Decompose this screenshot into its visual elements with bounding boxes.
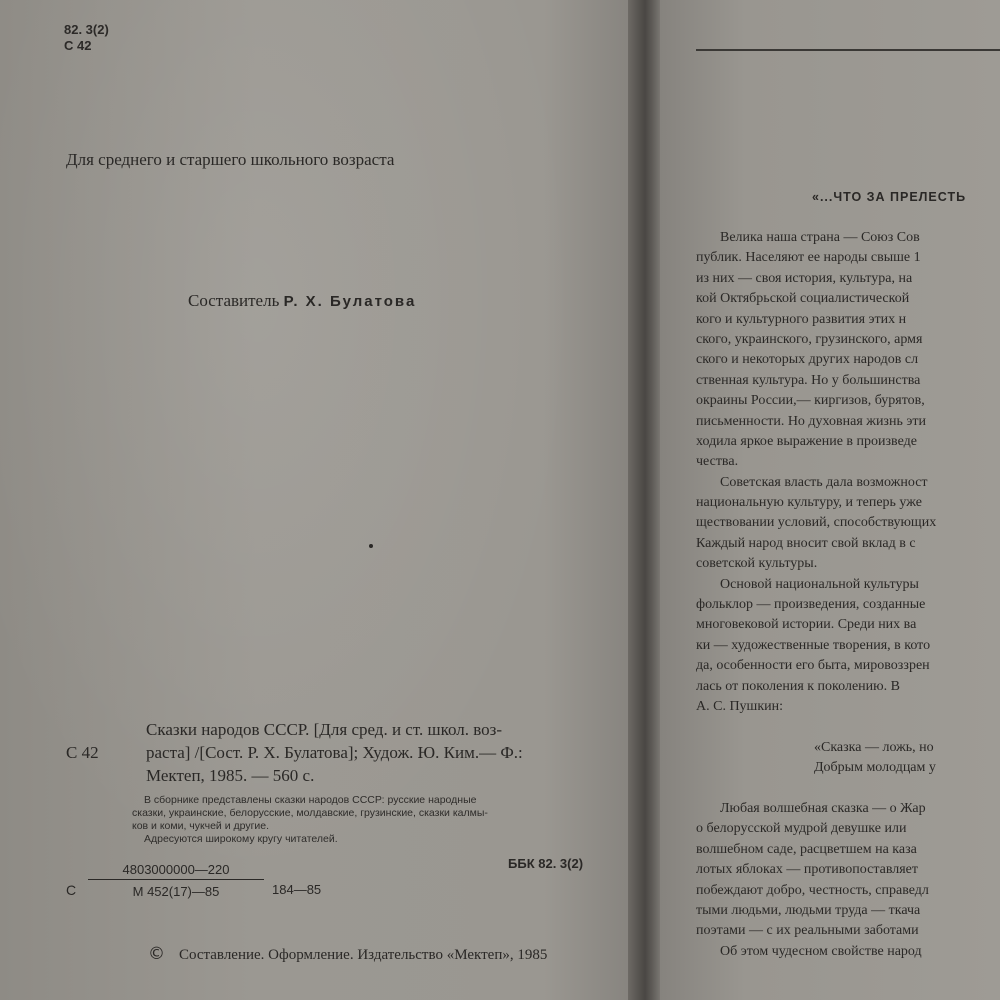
text-line: письменности. Но духовная жизнь эти	[696, 413, 926, 429]
verse-line: Добрым молодцам у	[814, 760, 936, 776]
text-line: ществовании условий, способствующих	[696, 515, 937, 531]
catalog-author-mark: С 42	[66, 743, 99, 762]
text-line: Велика наша страна — Союз Сов	[720, 230, 920, 245]
text-line: Любая волшебная сказка — о Жар	[720, 800, 926, 816]
catalog-line-2: раста] /[Сост. Р. Х. Булатова]; Худож. Ю. Ким.— Ф.:	[146, 743, 523, 762]
index-letter: С	[66, 882, 77, 898]
annotation	[132, 794, 612, 846]
index-numerator: 4803000000—220	[88, 862, 264, 880]
compiler-label: Составитель	[188, 291, 280, 310]
text-line: да, особенности его быта, мировоззрен	[696, 658, 930, 674]
compiler-name: Р. Х. Булатова	[283, 293, 417, 310]
text-line: поэтами — с их реальными заботами	[696, 923, 919, 939]
annotation-line-4: Адресуются широкому кругу читателей.	[144, 833, 338, 845]
annotation-line-2: сказки, украинские, белорусские, молдавские, грузинские, сказки калмы-	[132, 807, 488, 819]
author-mark: С 42	[64, 38, 92, 53]
bbk-code-bottom: ББК 82. 3(2)	[508, 856, 584, 871]
right-page-body	[696, 228, 1000, 962]
text-line: Каждый народ вносит свой вклад в с	[696, 535, 916, 551]
verse-gap	[696, 717, 1000, 737]
index-denominator: М 452(17)—85	[132, 884, 220, 899]
right-page	[660, 0, 1000, 1000]
text-line: Основой национальной культуры	[720, 576, 919, 592]
index-fraction	[88, 862, 264, 899]
text-line: окраины России,— киргизов, бурятов,	[696, 393, 925, 409]
text-line: ского, украинского, грузинского, армя	[696, 331, 923, 347]
header-rule	[696, 49, 1000, 51]
text-line: А. С. Пушкин:	[696, 698, 784, 714]
text-line: кой Октябрьской социалистической	[696, 291, 910, 307]
book-gutter	[628, 0, 662, 1000]
text-line: побеждают добро, честность, справедл	[696, 882, 929, 898]
copyright-text: Составление. Оформление. Издательство «Мектеп», 1985	[179, 947, 548, 963]
copyright-line	[148, 944, 547, 964]
text-line: лась от поколения к поколению. В	[696, 678, 900, 694]
text-line: Советская власть дала возможност	[720, 474, 928, 490]
index-tail: 184—85	[272, 882, 322, 897]
text-line: из них — своя история, культура, на	[696, 270, 913, 286]
chapter-heading: «...ЧТО ЗА ПРЕЛЕСТЬ	[812, 190, 967, 204]
text-line: чества.	[696, 454, 739, 470]
bbk-classification: 82. 3(2)	[64, 22, 109, 37]
compiler-line	[188, 291, 416, 311]
text-line: Об этом чудесном свойстве народ	[720, 943, 922, 959]
catalog-line-3: Мектеп, 1985. — 560 с.	[146, 766, 315, 785]
text-line: кого и культурного развития этих н	[696, 311, 907, 327]
text-line: о белорусской мудрой девушке или	[696, 821, 907, 837]
text-line: ственная культура. Но у большинства	[696, 372, 921, 388]
verse-gap	[696, 779, 1000, 799]
catalog-line-1: Сказки народов СССР. [Для сред. и ст. школ. воз-	[146, 720, 503, 739]
verse-line: «Сказка — ложь, но	[814, 739, 934, 755]
text-line: ского и некоторых других народов сл	[696, 352, 919, 368]
annotation-line-1: В сборнике представлены сказки народов СССР: русские народные	[144, 794, 477, 806]
print-speck	[369, 544, 373, 548]
text-line: многовековой истории. Среди них ва	[696, 617, 917, 633]
text-line: волшебном саде, расцветшем на каза	[696, 841, 917, 857]
text-line: фольклор — произведения, созданные	[696, 597, 926, 613]
text-line: лотых яблоках — противопоставляет	[696, 862, 919, 878]
catalog-entry	[66, 718, 626, 787]
text-line: тыми людьми, людьми труда — ткача	[696, 902, 921, 918]
audience-note: Для среднего и старшего школьного возраста	[66, 150, 395, 169]
annotation-line-3: ков и коми, чукчей и другие.	[132, 820, 270, 832]
text-line: советской культуры.	[696, 556, 818, 572]
copyright-icon: ©	[148, 944, 165, 964]
bbk-code-top	[64, 22, 109, 54]
text-line: ки — художественные творения, в кото	[696, 637, 931, 653]
text-line: публик. Населяют ее народы свыше 1	[696, 250, 921, 266]
text-line: ходила яркое выражение в произведе	[696, 433, 917, 449]
text-line: национальную культуру, и теперь уже	[696, 495, 922, 511]
